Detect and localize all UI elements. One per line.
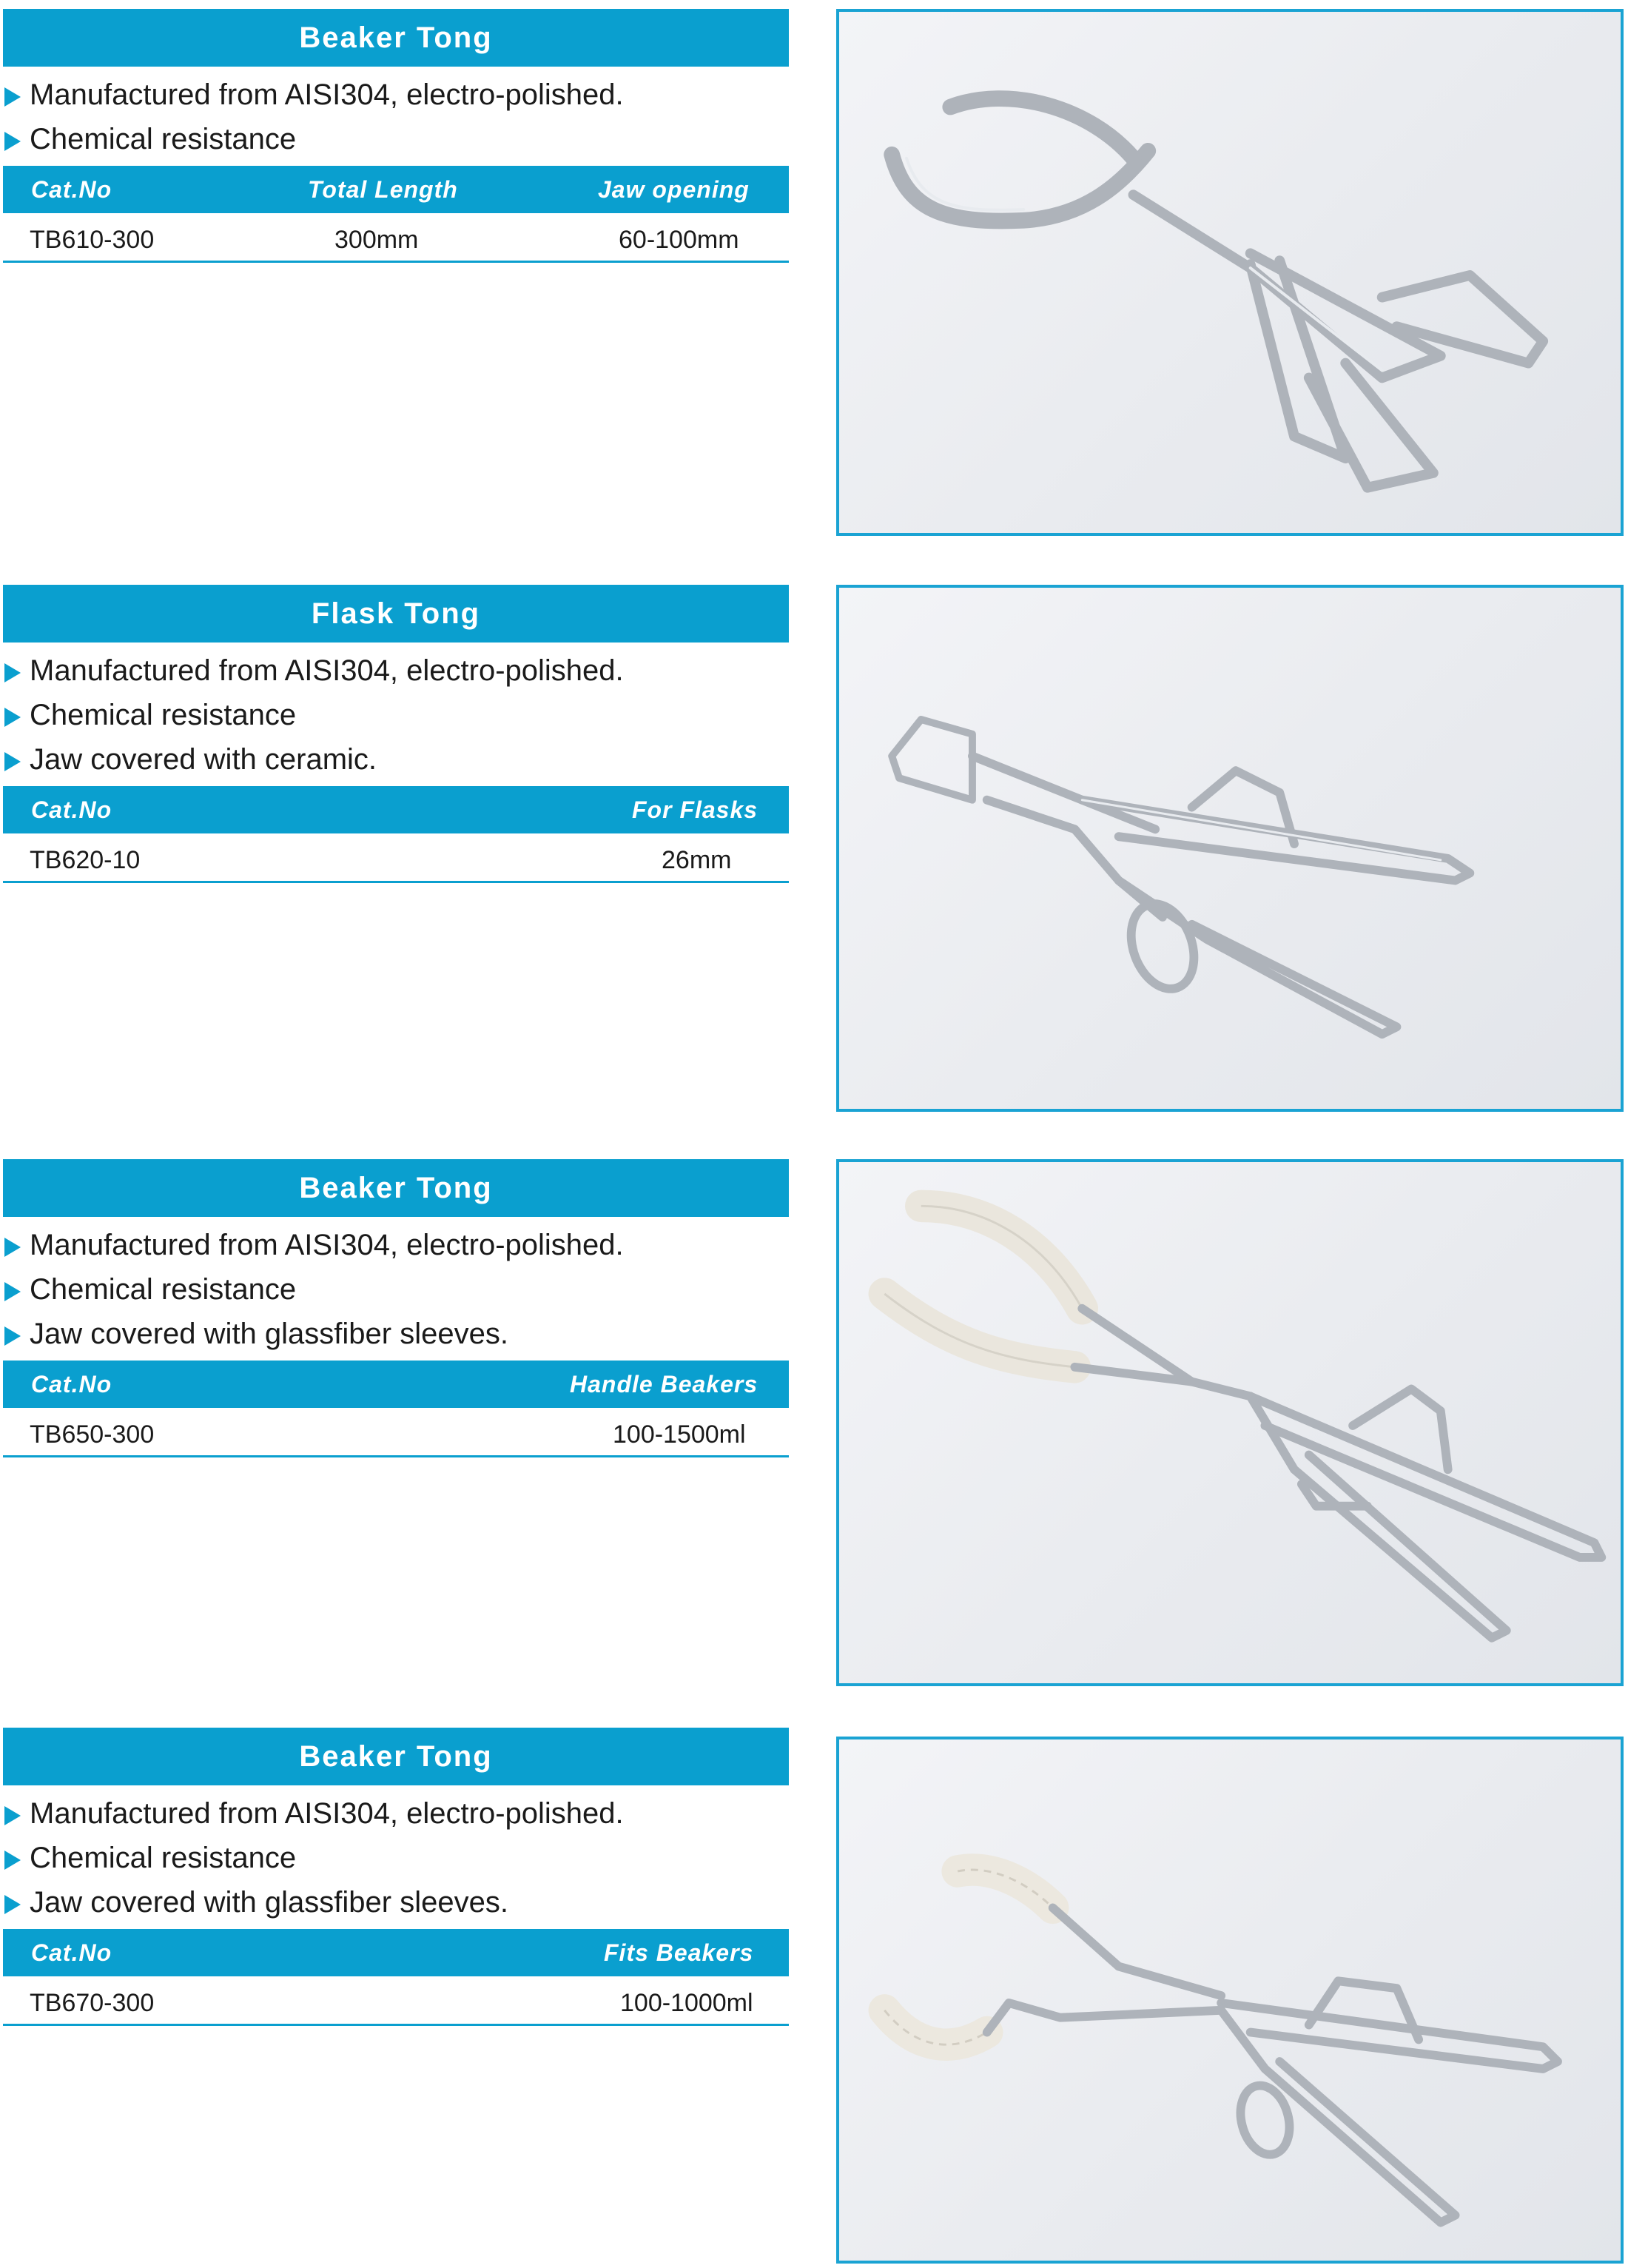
spec-table-header	[3, 1361, 789, 1408]
spec-table-row	[3, 213, 789, 263]
header-total-length: Total Length	[308, 176, 458, 203]
beaker-tong-illustration	[839, 12, 1621, 533]
feature-list	[3, 1223, 789, 1356]
spec-table-row	[3, 833, 789, 883]
feature-list	[3, 1791, 789, 1925]
product-title: Beaker Tong	[3, 1159, 789, 1217]
triangle-right-icon	[4, 87, 21, 107]
header-cat-no: Cat.No	[31, 796, 112, 823]
feature-item: Manufactured from AISI304, electro-polished.	[3, 648, 789, 693]
feature-item: Manufactured from AISI304, electro-polished.	[3, 73, 789, 117]
feature-item: Jaw covered with glassfiber sleeves.	[3, 1312, 789, 1356]
header-cat-no: Cat.No	[31, 1371, 112, 1398]
spec-table-row	[3, 1976, 789, 2026]
feature-item: Jaw covered with glassfiber sleeves.	[3, 1880, 789, 1925]
header-jaw-opening: Jaw opening	[598, 176, 750, 203]
feature-list	[3, 648, 789, 782]
feature-list	[3, 73, 789, 161]
product-info	[3, 1159, 789, 1457]
triangle-right-icon	[4, 708, 21, 727]
triangle-right-icon	[4, 1806, 21, 1825]
jaw-opening-value: 60-100mm	[619, 226, 739, 254]
handle-beakers-value: 100-1500ml	[613, 1420, 746, 1449]
fits-beakers-value: 100-1000ml	[620, 1989, 753, 2017]
product-photo-beaker-tong	[836, 9, 1624, 536]
spec-table-header	[3, 1929, 789, 1976]
header-cat-no: Cat.No	[31, 1939, 112, 1966]
product-photo-flask-tong	[836, 585, 1624, 1112]
cat-no-value: TB610-300	[30, 226, 155, 254]
triangle-right-icon	[4, 132, 21, 151]
beaker-tong-fits-illustration	[839, 1739, 1621, 2261]
product-photo-beaker-tong-sleeved	[836, 1159, 1624, 1686]
beaker-tong-sleeved-illustration	[839, 1162, 1621, 1683]
triangle-right-icon	[4, 1851, 21, 1870]
feature-item: Manufactured from AISI304, electro-polished.	[3, 1223, 789, 1267]
triangle-right-icon	[4, 1326, 21, 1346]
total-length-value: 300mm	[334, 226, 419, 254]
feature-item: Jaw covered with ceramic.	[3, 737, 789, 782]
header-handle-beakers: Handle Beakers	[570, 1371, 758, 1398]
product-title: Beaker Tong	[3, 1728, 789, 1785]
product-title: Flask Tong	[3, 585, 789, 643]
product-photo-beaker-tong-fits	[836, 1737, 1624, 2264]
feature-item: Chemical resistance	[3, 1267, 789, 1312]
spec-table-header	[3, 166, 789, 213]
feature-item: Chemical resistance	[3, 117, 789, 161]
triangle-right-icon	[4, 1238, 21, 1257]
header-for-flasks: For Flasks	[632, 796, 758, 823]
triangle-right-icon	[4, 1895, 21, 1914]
triangle-right-icon	[4, 752, 21, 771]
spec-table-header	[3, 786, 789, 833]
triangle-right-icon	[4, 663, 21, 682]
triangle-right-icon	[4, 1282, 21, 1301]
feature-item: Chemical resistance	[3, 693, 789, 737]
for-flasks-value: 26mm	[662, 846, 732, 874]
header-fits-beakers: Fits Beakers	[604, 1939, 754, 1966]
product-info	[3, 585, 789, 883]
cat-no-value: TB650-300	[30, 1420, 155, 1449]
product-info	[3, 1728, 789, 2026]
cat-no-value: TB620-10	[30, 846, 141, 874]
product-info	[3, 9, 789, 263]
header-cat-no: Cat.No	[31, 176, 112, 203]
cat-no-value: TB670-300	[30, 1989, 155, 2017]
spec-table-row	[3, 1408, 789, 1457]
feature-item: Chemical resistance	[3, 1836, 789, 1880]
flask-tong-illustration	[839, 588, 1621, 1109]
feature-item: Manufactured from AISI304, electro-polished.	[3, 1791, 789, 1836]
product-title: Beaker Tong	[3, 9, 789, 67]
